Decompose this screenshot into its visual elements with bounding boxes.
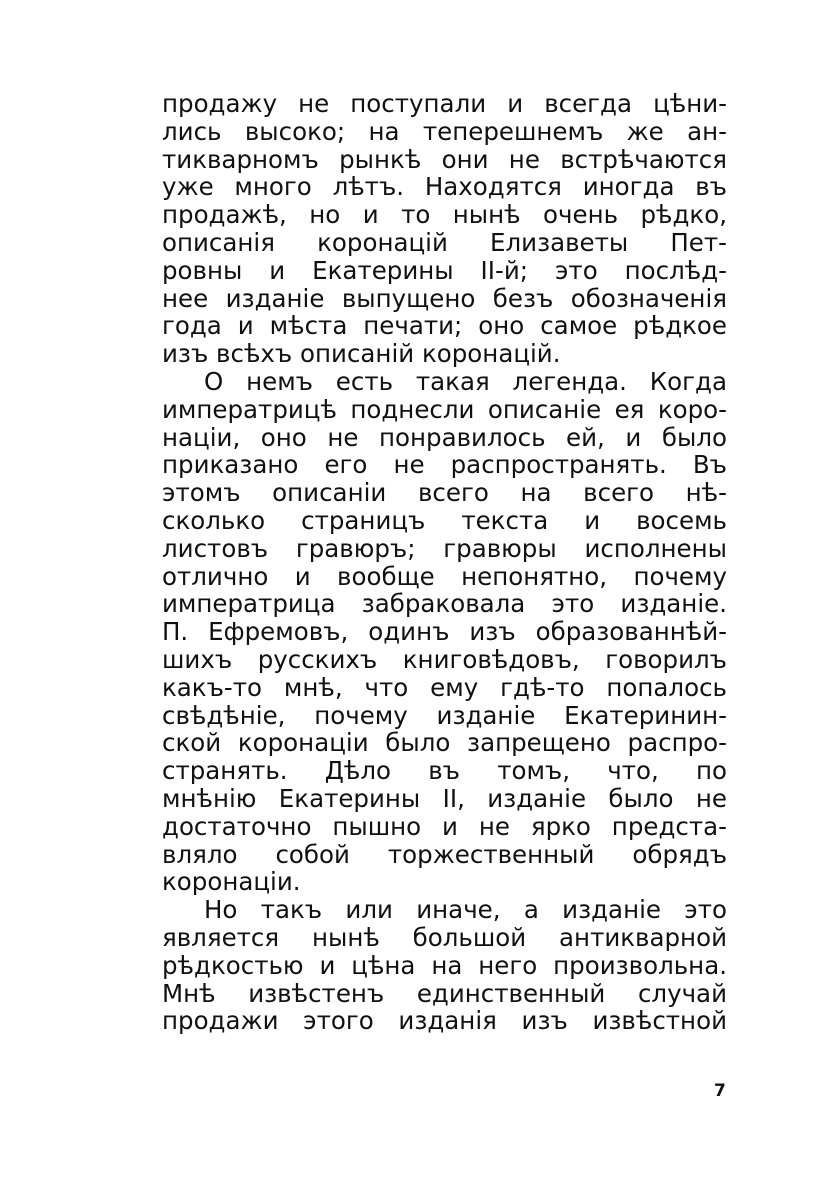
text-line: рѣдкостью и цѣна на него произвольна. [162,950,727,980]
text-line: листовъ гравюръ; гравюры исполнены [162,533,727,563]
text-line: ровны и Екатерины II-й; это послѣд- [162,255,727,285]
text-line: продажи этого изданія изъ извѣстной [162,1006,727,1036]
text-line: императрица забраковала это изданіе. [162,589,727,619]
body-text [162,90,727,1035]
text-line: шихъ русскихъ книговѣдовъ, говорилъ [162,644,727,674]
text-line: П. Ефремовъ, одинъ изъ образованнѣй- [162,617,727,647]
text-line: какъ-то мнѣ, что ему гдѣ-то попалось [162,672,727,702]
text-line: Мнѣ извѣстенъ единственный случай [162,978,727,1008]
text-line: коронаціи. [162,867,301,897]
text-line: вляло собой торжественный обрядъ [162,839,727,869]
text-line: сколько страницъ текста и восемь [162,505,727,535]
text-line: свѣдѣніе, почему изданіе Екатеринин- [162,700,727,730]
text-line: этомъ описаніи всего на всего нѣ- [162,478,727,508]
text-line: мнѣнію Екатерины II, изданіе было не [162,783,727,813]
text-line: отлично и вообще непонятно, почему [162,561,727,591]
text-line: описанія коронацій Елизаветы Пет- [162,227,727,257]
text-line: достаточно пышно и не ярко предста- [162,811,727,841]
text-line: Но такъ или иначе, а изданіе это [204,895,727,925]
text-line: ской коронаціи было запрещено распро- [162,728,727,758]
paragraph-2 [162,368,727,896]
text-line: лись высоко; на теперешнемъ же ан- [162,116,727,146]
text-line: націи, оно не понравилось ей, и было [162,422,727,452]
text-line: года и мѣста печати; оно самое рѣдкое [162,311,727,341]
paragraph-1 [162,90,727,368]
page-number: 7 [714,1081,726,1101]
text-line: императрицѣ поднесли описаніе ея коро- [162,394,727,424]
paragraph-3 [162,896,727,1035]
text-line: странять. Дѣло въ томъ, что, по [162,756,727,786]
text-line: нее изданіе выпущено безъ обозначенія [162,283,727,313]
text-line: продажѣ, но и то нынѣ очень рѣдко, [162,200,727,230]
text-line: продажу не поступали и всегда цѣни- [162,89,727,118]
text-line: уже много лѣтъ. Находятся иногда въ [162,172,727,202]
text-line: приказано его не распространять. Въ [162,450,727,480]
text-line: тикварномъ рынкѣ они не встрѣчаются [162,144,727,174]
text-line: изъ всѣхъ описаній коронацій. [162,339,561,369]
text-line: является нынѣ большой антикварной [162,922,727,952]
text-line: О немъ есть такая легенда. Когда [204,366,727,396]
